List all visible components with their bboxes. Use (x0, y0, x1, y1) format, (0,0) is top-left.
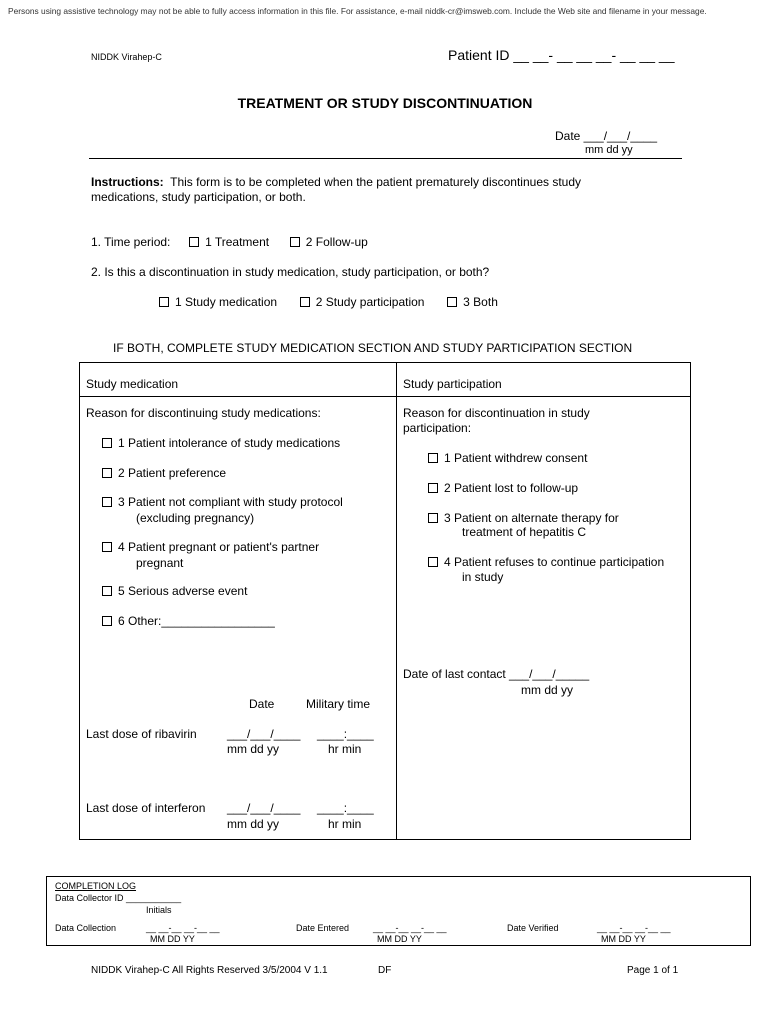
date-entered-field[interactable]: __ __-__ __-__ __ (373, 923, 447, 933)
last-contact-field[interactable]: Date of last contact ___/___/_____ (403, 667, 590, 681)
header-divider (89, 158, 682, 159)
q1-option-follow-up[interactable]: 2 Follow-up (290, 235, 368, 249)
question-1-label: 1. Time period: (91, 235, 171, 249)
interferon-label: Last dose of interferon (86, 801, 206, 815)
participation-reason-3[interactable]: 3 Patient on alternate therapy for (428, 511, 619, 525)
checkbox-icon[interactable] (102, 438, 112, 448)
completion-log-title: COMPLETION LOG (55, 881, 137, 891)
checkbox-icon[interactable] (428, 557, 438, 567)
footer-df: DF (378, 965, 392, 976)
column-divider (396, 362, 397, 839)
footer-copyright: NIDDK Virahep-C All Rights Reserved 3/5/2004 V 1.1 (91, 965, 328, 976)
ribavirin-date-hint: mm dd yy (227, 742, 280, 756)
interferon-time-hint: hr min (328, 817, 362, 831)
participation-reason-3-cont: treatment of hepatitis C (462, 525, 587, 539)
medication-reason-6[interactable]: 6 Other:_________________ (102, 614, 275, 628)
checkbox-icon[interactable] (447, 297, 457, 307)
instructions-label: Instructions: (91, 175, 164, 189)
dose-date-column-header: Date (249, 697, 275, 711)
footer-page-number: Page 1 of 1 (627, 965, 679, 976)
ribavirin-label: Last dose of ribavirin (86, 727, 197, 741)
page-title: TREATMENT OR STUDY DISCONTINUATION (237, 95, 533, 111)
ribavirin-time-field[interactable]: ____:____ (317, 727, 374, 741)
data-collection-date-field[interactable]: __ __-__ __-__ __ (146, 923, 220, 933)
question-2-label: 2. Is this a discontinuation in study medication, study participation, or both? (91, 265, 490, 279)
medication-reason-3-cont: (excluding pregnancy) (136, 511, 255, 525)
ribavirin-date-field[interactable]: ___/___/____ (227, 727, 301, 741)
question-1 (91, 235, 368, 249)
checkbox-icon[interactable] (428, 483, 438, 493)
checkbox-icon[interactable] (189, 237, 199, 247)
form-name: NIDDK Virahep-C (91, 52, 162, 62)
initials-hint: Initials (146, 905, 172, 915)
instructions-text: This form is to be completed when the patient prematurely discontinues study medications, study participation, or both. (91, 175, 582, 204)
interferon-date-hint: mm dd yy (227, 817, 280, 831)
date-verified-label: Date Verified (507, 923, 559, 933)
medication-reason-5[interactable]: 5 Serious adverse event (102, 584, 247, 598)
checkbox-icon[interactable] (428, 453, 438, 463)
date-verified-hint: MM DD YY (601, 934, 646, 944)
date-entered-hint: MM DD YY (377, 934, 422, 944)
checkbox-icon[interactable] (428, 513, 438, 523)
q2-option-both[interactable]: 3 Both (447, 295, 498, 309)
date-field-hint: mm dd yy (585, 144, 633, 156)
checkbox-icon[interactable] (102, 586, 112, 596)
checkbox-icon[interactable] (102, 468, 112, 478)
table-header-divider (79, 396, 690, 397)
data-collector-id-field[interactable]: Data Collector ID ___________ (55, 893, 182, 903)
checkbox-icon[interactable] (290, 237, 300, 247)
q2-option-study-participation[interactable]: 2 Study participation (300, 295, 425, 309)
medication-reason-3[interactable]: 3 Patient not compliant with study protocol (102, 495, 343, 509)
medication-reason-label: Reason for discontinuing study medications: (86, 406, 321, 420)
interferon-date-field[interactable]: ___/___/____ (227, 801, 301, 815)
participation-reason-4-cont: in study (462, 570, 504, 584)
ribavirin-time-hint: hr min (328, 742, 362, 756)
date-field[interactable]: Date ___/___/____ (555, 129, 658, 143)
interferon-time-field[interactable]: ____:____ (317, 801, 374, 815)
q1-option-treatment[interactable]: 1 Treatment (189, 235, 269, 249)
checkbox-icon[interactable] (102, 542, 112, 552)
study-medication-header: Study medication (86, 377, 179, 391)
data-collection-date-hint: MM DD YY (150, 934, 195, 944)
date-verified-field[interactable]: __ __-__ __-__ __ (597, 923, 671, 933)
date-entered-label: Date Entered (296, 923, 350, 933)
checkbox-icon[interactable] (300, 297, 310, 307)
medication-reason-1[interactable]: 1 Patient intolerance of study medications (102, 436, 340, 450)
question-2-options (159, 295, 498, 309)
participation-reason-2[interactable]: 2 Patient lost to follow-up (428, 481, 578, 495)
participation-reason-1[interactable]: 1 Patient withdrew consent (428, 451, 587, 465)
data-collection-label: Data Collection (55, 923, 117, 933)
accessibility-notice: Persons using assistive technology may not be able to fully access information in this file. For assistance, e-mail niddk-cr@imsweb.com. Include the Web site and filename in your message. (8, 6, 707, 16)
section-note: IF BOTH, COMPLETE STUDY MEDICATION SECTION AND STUDY PARTICIPATION SECTION (113, 341, 633, 355)
patient-id-field[interactable]: Patient ID __ __- __ __ __- __ __ __ (448, 47, 675, 63)
participation-reason-4[interactable]: 4 Patient refuses to continue participation (428, 555, 664, 569)
checkbox-icon[interactable] (102, 497, 112, 507)
q2-option-study-medication[interactable]: 1 Study medication (159, 295, 277, 309)
instructions (91, 175, 651, 205)
study-participation-header: Study participation (403, 377, 502, 391)
participation-reason-label: Reason for discontinuation in study participation: (403, 406, 590, 435)
medication-reason-2[interactable]: 2 Patient preference (102, 466, 226, 480)
last-contact-hint: mm dd yy (521, 683, 574, 697)
checkbox-icon[interactable] (159, 297, 169, 307)
dose-time-column-header: Military time (306, 697, 371, 711)
checkbox-icon[interactable] (102, 616, 112, 626)
medication-reason-4[interactable]: 4 Patient pregnant or patient's partner (102, 540, 319, 554)
medication-reason-4-cont: pregnant (136, 556, 184, 570)
